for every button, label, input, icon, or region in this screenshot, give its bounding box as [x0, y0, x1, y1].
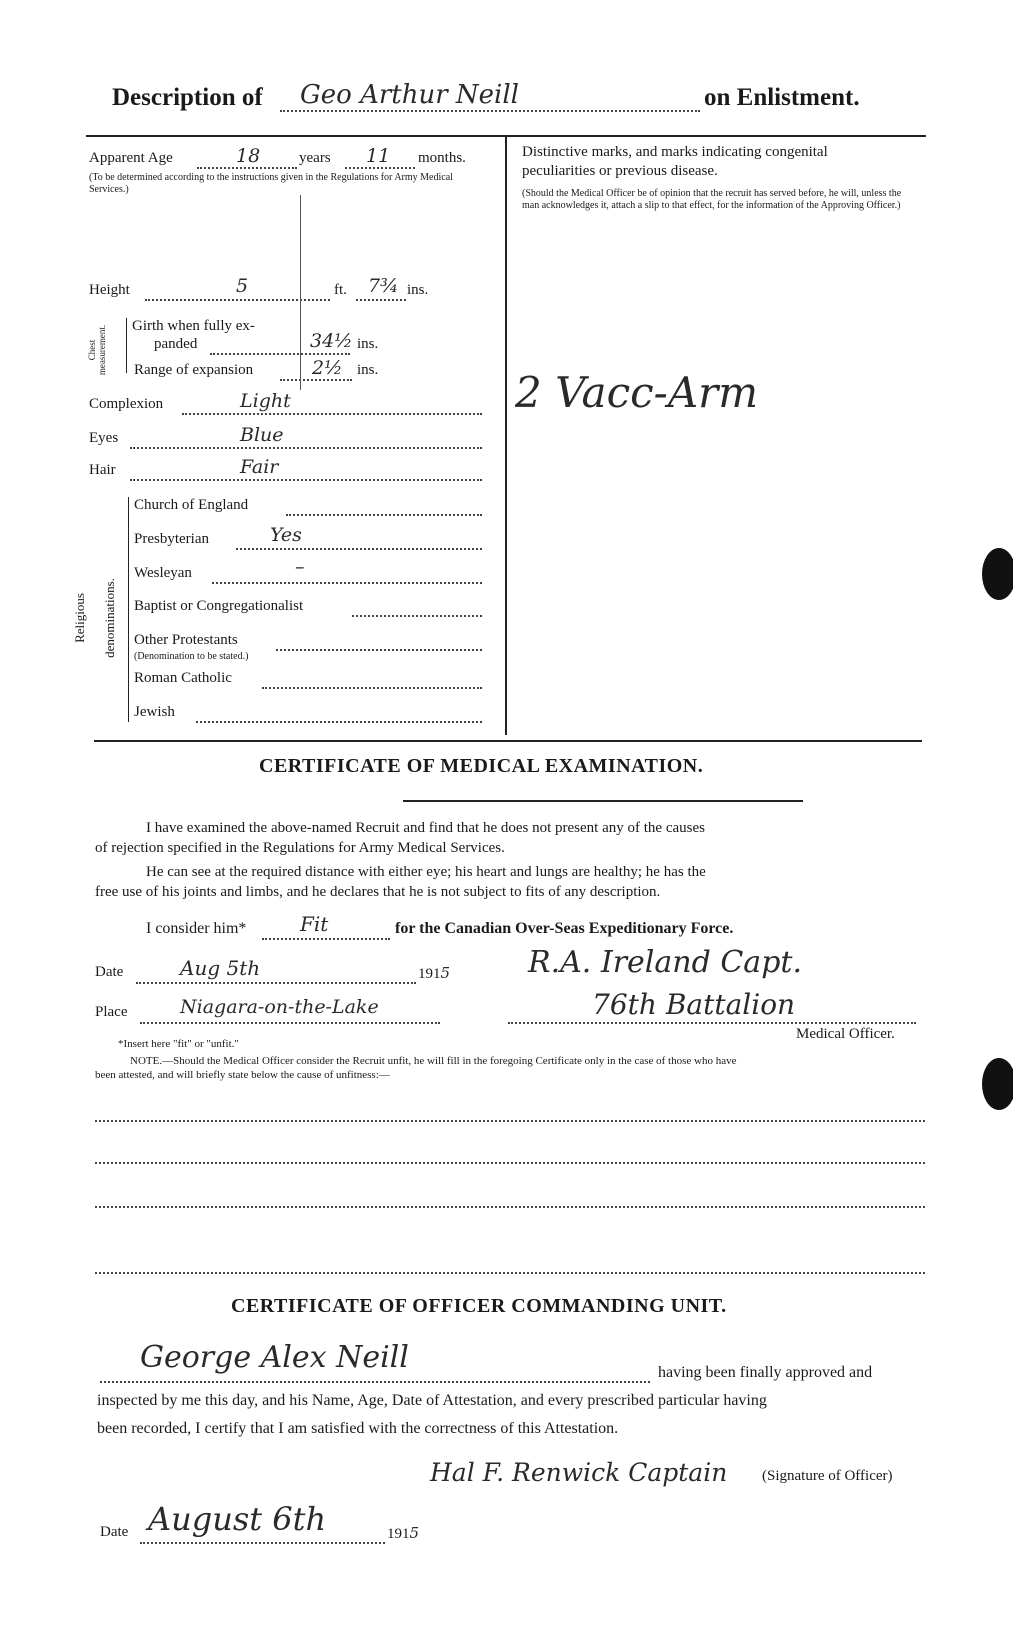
unfitness-line-4	[95, 1272, 925, 1274]
girth-label-1: Girth when fully ex-	[132, 318, 255, 334]
hair-value: Fair	[240, 456, 279, 478]
other-line	[276, 649, 482, 651]
title-suffix: on Enlistment.	[704, 84, 860, 111]
age-note: (To be determined according to the instructions given in the Regulations for Army Medical Services.)	[89, 172, 453, 195]
marks-heading-2: peculiarities or previous disease.	[522, 163, 718, 179]
consider-line	[262, 938, 390, 940]
hair-label: Hair	[89, 462, 116, 478]
medical-heading-rule	[403, 800, 803, 802]
commanding-year-suffix: 5	[409, 1524, 420, 1542]
height-label: Height	[89, 282, 130, 298]
other-protestants-label: Other Protestants	[134, 632, 238, 648]
wesleyan-label: Wesleyan	[134, 565, 192, 581]
girth-value: 34½	[310, 330, 353, 352]
medical-place-value: Niagara-on-the-Lake	[180, 996, 379, 1018]
roman-catholic-label: Roman Catholic	[134, 670, 232, 686]
medical-para1-line1: I have examined the above-named Recruit and find that he does not present any of the causes	[146, 820, 705, 836]
range-line	[280, 379, 352, 381]
medical-signature: R.A. Ireland Capt.	[528, 945, 802, 980]
ins-label: ins.	[407, 282, 429, 298]
medical-para1-line2: of rejection specified in the Regulations for Army Medical Services.	[95, 840, 505, 856]
form-title	[112, 84, 263, 112]
age-months-line	[345, 167, 415, 169]
religion-side-label-1: Religious	[71, 593, 87, 643]
medical-para2-line2: free use of his joints and limbs, and he declares that he is not subject to fits of any description.	[95, 884, 661, 900]
column-divider	[505, 135, 507, 735]
middle-rule	[94, 740, 922, 742]
wesleyan-line	[212, 582, 482, 584]
complexion-value: Light	[240, 390, 291, 412]
catholic-line	[262, 687, 482, 689]
unfitness-line-3	[95, 1206, 925, 1208]
marks-value: 2 Vacc-Arm	[515, 368, 759, 417]
jewish-label: Jewish	[134, 704, 175, 720]
commanding-heading: CERTIFICATE OF OFFICER COMMANDING UNIT.	[231, 1295, 727, 1317]
punch-hole-bottom	[982, 1058, 1013, 1110]
girth-ins: ins.	[357, 336, 379, 352]
commanding-name: George Alex Neill	[140, 1340, 409, 1375]
presbyterian-label: Presbyterian	[134, 531, 209, 547]
insert-note: *Insert here "fit" or "unfit."	[118, 1038, 239, 1050]
commanding-line2: inspected by me this day, and his Name, Age, Date of Attestation, and every prescribed particular having	[97, 1392, 767, 1409]
complexion-line	[182, 413, 482, 415]
commanding-date-value: August 6th	[148, 1500, 327, 1538]
title-name-line	[280, 110, 700, 112]
jewish-line	[196, 721, 482, 723]
age-label: Apparent Age	[89, 150, 173, 166]
height-ins-line	[356, 299, 406, 301]
battalion: 76th Battalion	[592, 988, 796, 1021]
medical-officer-label: Medical Officer.	[796, 1026, 895, 1042]
chest-brace	[126, 318, 127, 373]
marks-heading-1: Distinctive marks, and marks indicating congenital	[522, 144, 828, 160]
consider-prefix: I consider him*	[146, 920, 247, 937]
girth-line	[210, 353, 350, 355]
baptist-line	[352, 615, 482, 617]
range-value: 2½	[312, 357, 343, 379]
religion-side-label-2: denominations.	[101, 578, 117, 658]
presbyterian-line	[236, 548, 482, 550]
commanding-line1-suffix: having been finally approved and	[658, 1364, 873, 1381]
eyes-label: Eyes	[89, 430, 119, 446]
church-of-england-label: Church of England	[134, 497, 249, 513]
church-line	[286, 514, 482, 516]
range-ins: ins.	[357, 362, 379, 378]
consider-value: Fit	[300, 912, 329, 936]
medical-date-line	[136, 982, 416, 984]
note-line2: been attested, and will briefly state below the cause of unfitness:—	[95, 1069, 390, 1081]
commanding-year-prefix: 191	[387, 1526, 410, 1542]
age-months: 11	[366, 145, 391, 167]
medical-year-prefix: 191	[418, 966, 441, 982]
height-ft-line	[145, 299, 330, 301]
medical-year	[418, 964, 450, 983]
commanding-signature: Hal F. Renwick Captain	[430, 1458, 728, 1487]
medical-date-label: Date	[95, 964, 124, 980]
signature-of-officer-label: (Signature of Officer)	[762, 1468, 893, 1484]
chest-side-label: Chest measurement.	[87, 324, 107, 376]
age-years-line	[197, 167, 297, 169]
ft-label: ft.	[334, 282, 347, 298]
hair-line	[130, 479, 482, 481]
medical-heading: CERTIFICATE OF MEDICAL EXAMINATION.	[259, 755, 704, 777]
height-ins: 7¾	[368, 275, 399, 297]
commanding-date-label: Date	[100, 1524, 129, 1540]
range-label: Range of expansion	[134, 362, 254, 378]
medical-place-line	[140, 1022, 440, 1024]
wesleyan-value: –	[295, 556, 305, 578]
years-label: years	[299, 150, 331, 166]
other-note: (Denomination to be stated.)	[134, 651, 249, 662]
presbyterian-value: Yes	[270, 524, 302, 546]
medical-place-label: Place	[95, 1004, 128, 1020]
note-line1: NOTE.—Should the Medical Officer consider the Recruit unfit, he will fill in the foregoing Certificate only in the case of those who have	[130, 1055, 737, 1067]
months-label: months.	[418, 150, 466, 166]
medical-date-value: Aug 5th	[180, 956, 261, 980]
consider-suffix: for the Canadian Over-Seas Expeditionary Force.	[395, 920, 734, 937]
medical-para2-line1: He can see at the required distance with either eye; his heart and lungs are healthy; he has the	[146, 864, 706, 880]
medical-year-suffix: 5	[440, 964, 451, 982]
punch-hole-top	[982, 548, 1013, 600]
religion-brace	[128, 497, 129, 722]
commanding-name-line	[100, 1381, 650, 1383]
girth-label-2: panded	[154, 336, 198, 352]
unfitness-line-2	[95, 1162, 925, 1164]
unfitness-line-1	[95, 1120, 925, 1122]
commanding-line3: been recorded, I certify that I am satisfied with the correctness of this Attestation.	[97, 1420, 619, 1437]
title-prefix: Description of	[112, 84, 263, 111]
officer-line	[508, 1022, 916, 1024]
marks-note: (Should the Medical Officer be of opinion that the recruit has served before, he will, unless the man acknowledges it, attach a slip to that effect, for the information of the Approving Officer.)	[522, 188, 902, 211]
height-ft: 5	[236, 275, 249, 297]
age-years: 18	[236, 145, 261, 167]
recruit-name: Geo Arthur Neill	[300, 80, 519, 110]
commanding-date-line	[140, 1542, 385, 1544]
chest-divider	[300, 195, 301, 390]
eyes-value: Blue	[240, 424, 284, 446]
commanding-year	[387, 1524, 419, 1543]
complexion-label: Complexion	[89, 396, 164, 412]
eyes-line	[130, 447, 482, 449]
baptist-label: Baptist or Congregationalist	[134, 598, 304, 614]
